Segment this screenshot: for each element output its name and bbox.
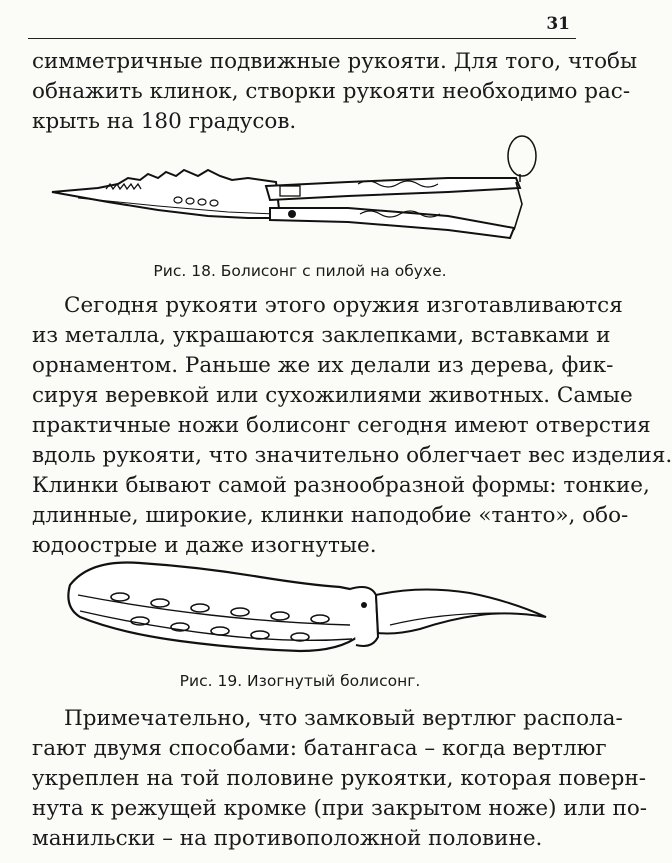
paragraph-line: манильски – на противоположной половине.: [32, 826, 543, 851]
figure-19-caption: Рис. 19. Изогнутый болисонг.: [179, 672, 421, 690]
paragraph-line: симметричные подвижные рукояти. Для того, чтобы: [32, 49, 638, 74]
paragraph-line: обнажить клинок, створки рукояти необходимо рас-: [32, 79, 631, 104]
paragraph-line: длинные, широкие, клинки наподобие «танто», обо-: [32, 503, 629, 528]
page-number: 31: [546, 14, 570, 34]
paragraph-1: [32, 47, 638, 137]
paragraph-line: нута к режущей кромке (при закрытом ноже) или по-: [32, 796, 648, 821]
paragraph-line: Сегодня рукояти этого оружия изготавливаются: [64, 293, 623, 318]
figure-18-caption: Рис. 18. Болисонг с пилой на обухе.: [153, 262, 447, 280]
header-rule: [28, 38, 576, 39]
paragraph-line: Клинки бывают самой разнообразной формы: тонкие,: [32, 473, 650, 498]
paragraph-line: орнаментом. Раньше же их делали из дерева, фик-: [32, 353, 614, 378]
paragraph-line: сируя веревкой или сухожилиями животных. Самые: [32, 383, 633, 408]
paragraph-line: вдоль рукояти, что значительно облегчает вес изделия.: [32, 443, 672, 468]
paragraph-line: крыть на 180 градусов.: [32, 109, 297, 134]
paragraph-line: укреплен на той половине рукоятки, которая поверн-: [32, 766, 646, 791]
paragraph-2: [32, 291, 672, 561]
paragraph-line: практичные ножи болисонг сегодня имеют отверстия: [32, 413, 651, 438]
paragraph-line: гают двумя способами: батангаса – когда вертлюг: [32, 736, 607, 761]
paragraph-line: Примечательно, что замковый вертлюг распола-: [64, 706, 623, 731]
paragraph-3: [32, 704, 648, 854]
curved-balisong-knife-icon: [60, 555, 550, 660]
balisong-knife-with-saw-spine-icon: [48, 134, 548, 244]
paragraph-line: из металла, украшаются заклепками, вставками и: [32, 323, 611, 348]
paragraph-line: юдоострые и даже изогнутые.: [32, 533, 377, 558]
